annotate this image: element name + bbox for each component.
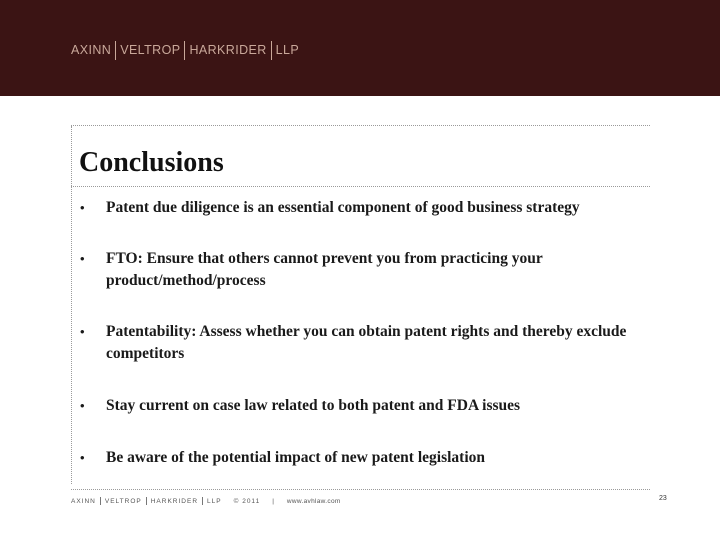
bottom-dotted-rule [71, 489, 650, 490]
bullet-marker: • [80, 251, 85, 266]
logo-divider [184, 41, 185, 60]
logo-part-llp: LLP [275, 43, 300, 57]
top-dotted-rule [71, 125, 650, 126]
footer-separator: | [272, 497, 275, 505]
logo-part-harkrider: HARKRIDER [189, 43, 267, 57]
footer-divider [202, 497, 203, 505]
bullet-marker: • [80, 398, 85, 413]
bullet-marker: • [80, 450, 85, 465]
left-dotted-rule [71, 126, 73, 484]
bullet-text: Patent due diligence is an essential component of good business strategy [106, 199, 580, 216]
footer-copyright: © 2011 [233, 497, 261, 505]
bullet-marker: • [80, 200, 85, 215]
footer [71, 497, 341, 505]
bullet-marker: • [80, 324, 85, 339]
title-dotted-rule [71, 186, 650, 187]
footer-firm-veltrop: VELTROP [104, 497, 142, 505]
bullet-text: Stay current on case law related to both patent and FDA issues [106, 397, 521, 414]
footer-firm-llp: LLP [207, 497, 222, 505]
footer-firm-harkrider: HARKRIDER [150, 497, 199, 505]
footer-firm-axinn: AXINN [71, 497, 96, 505]
bullet-text: Be aware of the potential impact of new patent legislation [106, 449, 485, 466]
logo-part-veltrop: VELTROP [120, 43, 181, 57]
footer-divider [100, 497, 101, 505]
footer-divider [146, 497, 147, 505]
firm-logo [71, 40, 299, 60]
page-number: 23 [659, 495, 667, 502]
slide-title: Conclusions [79, 147, 224, 178]
bullet-text: FTO: Ensure that others cannot prevent you from practicing your product/method/process [106, 250, 543, 289]
logo-part-axinn: AXINN [71, 43, 112, 57]
bullet-text: Patentability: Assess whether you can obtain patent rights and thereby exclude competitors [106, 323, 627, 362]
footer-website-link[interactable]: www.avhlaw.com [286, 497, 341, 505]
logo-divider [115, 41, 116, 60]
header-band [0, 0, 720, 96]
logo-divider [271, 41, 272, 60]
